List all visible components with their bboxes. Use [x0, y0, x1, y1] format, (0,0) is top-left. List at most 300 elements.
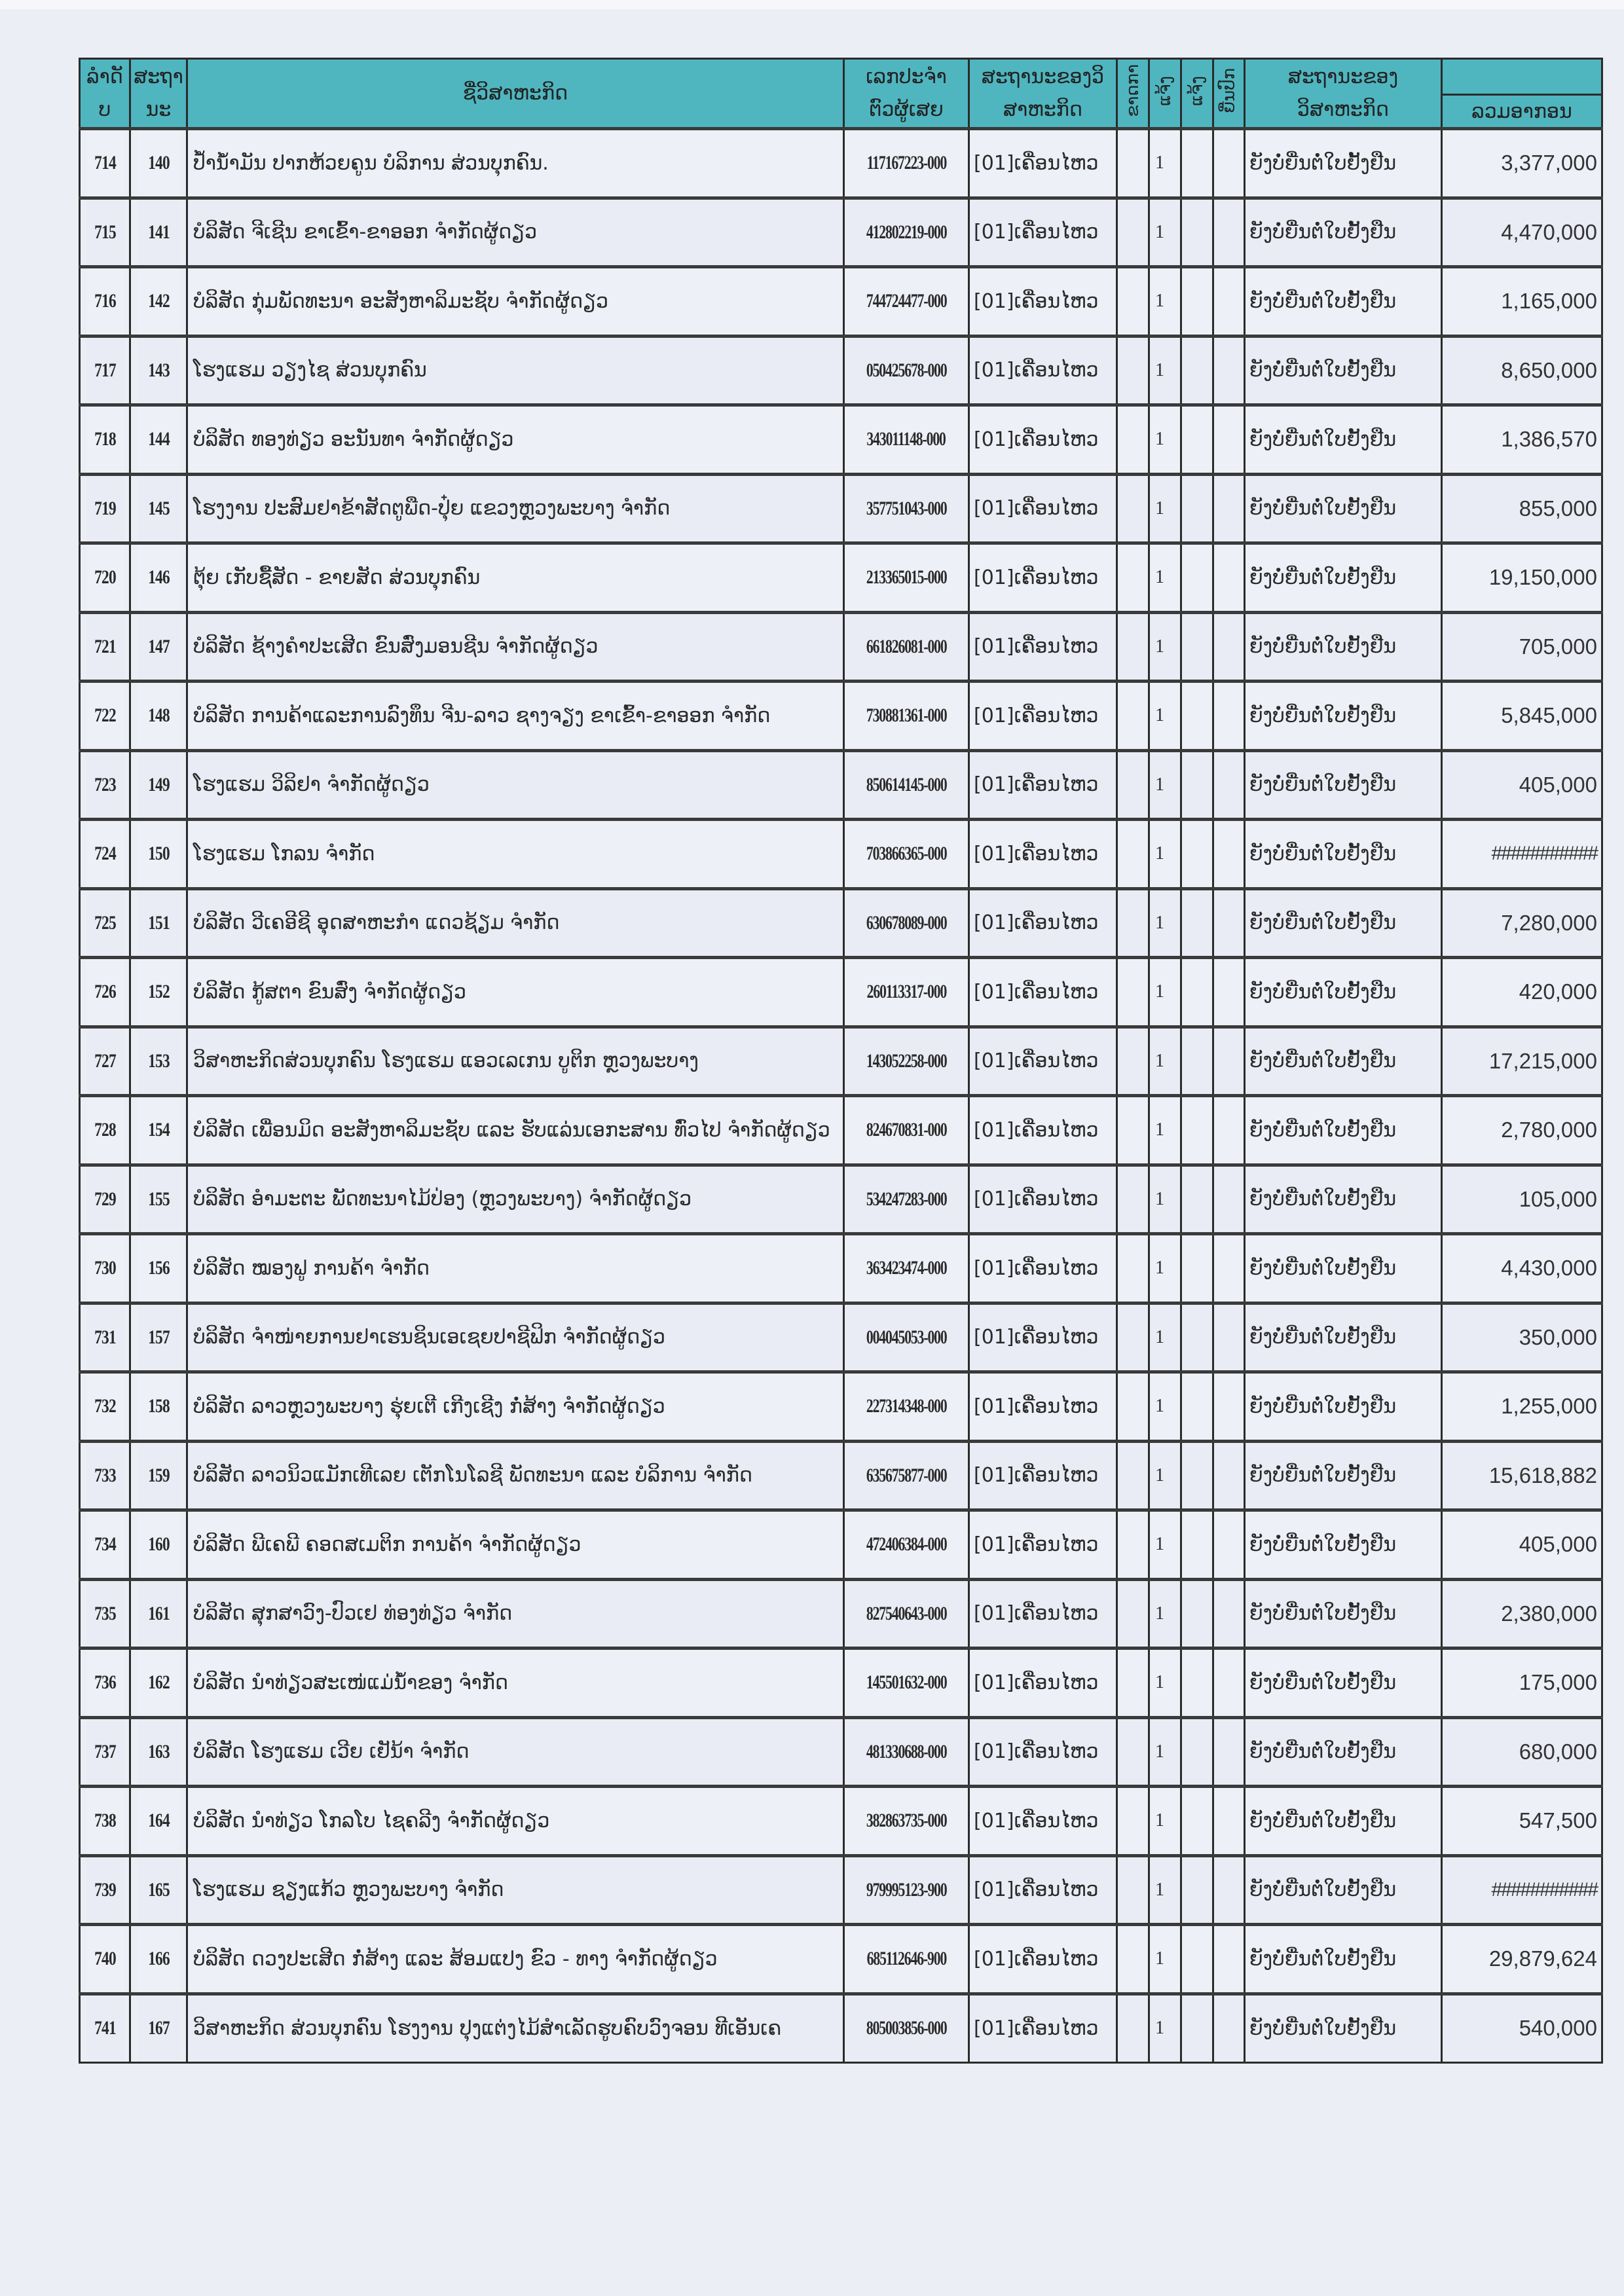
header-tin: [844, 59, 969, 129]
header-seq: [80, 59, 130, 129]
status-no-cell: [136, 1649, 181, 1718]
status-no-cell: [136, 1510, 181, 1580]
flag-v3-cell: [1181, 1994, 1213, 2063]
status-no-cell: [136, 1925, 181, 1994]
filing-status-cell: ຍັງບໍ່ຍື່ນຕໍ່ໃບຢັ້ງຢືນ: [1245, 1787, 1442, 1856]
total-income-cell: 420,000: [1442, 958, 1602, 1027]
status-no-cell-text: 145: [147, 497, 170, 519]
status-no-cell: [136, 1372, 181, 1442]
table-row: [80, 129, 1602, 198]
total-income-cell: 350,000: [1442, 1303, 1602, 1372]
status-no-cell-text: 159: [147, 1464, 170, 1486]
seq-cell: [85, 1925, 124, 1994]
total-income-cell: ###########: [1442, 1855, 1602, 1925]
status-no-cell-text: 144: [147, 428, 170, 450]
flag-v1-cell: [1117, 1234, 1149, 1303]
flag-v2-cell: 1: [1149, 267, 1181, 337]
flag-v3-cell: [1181, 1027, 1213, 1096]
tin-cell: [844, 1925, 969, 1994]
flag-v2-cell: 1: [1149, 1165, 1181, 1234]
table-row: [80, 1579, 1602, 1649]
flag-v3-cell: [1181, 1925, 1213, 1994]
seq-cell: [85, 1649, 124, 1718]
total-income-cell: 540,000: [1442, 1994, 1602, 2063]
status-no-cell: [136, 888, 181, 958]
business-type-cell: [01]ເຄື່ອນໄຫວ: [969, 1717, 1117, 1787]
table-row: [80, 198, 1602, 267]
tin-cell-text: 850614145-000: [866, 773, 947, 795]
flag-v1-cell: [1117, 1372, 1149, 1442]
status-no-cell-text: 167: [147, 2017, 170, 2039]
status-no-cell-text: 163: [147, 1740, 170, 1762]
flag-v3-cell: [1181, 336, 1213, 405]
status-no-cell-text: 149: [147, 773, 170, 795]
header-business-status-line2: ສາຫະກິດ: [1003, 98, 1082, 121]
business-name-cell: ບໍລິສັດ ອຳມະຕະ ພັດທະນາໄມ້ປ່ອງ (ຫຼວງພະບາງ) ຈຳກັດຜູ້ດຽວ: [187, 1165, 844, 1234]
business-type-cell: [01]ເຄື່ອນໄຫວ: [969, 888, 1117, 958]
flag-v4-cell: [1213, 267, 1245, 337]
total-income-cell: 105,000: [1442, 1165, 1602, 1234]
page-top-edge: [0, 0, 1624, 9]
header-col-v3: [1181, 59, 1213, 129]
filing-status-cell: ຍັງບໍ່ຍື່ນຕໍ່ໃບຢັ້ງຢືນ: [1245, 1855, 1442, 1925]
total-income-cell: 2,380,000: [1442, 1579, 1602, 1649]
seq-cell-text: 733: [94, 1464, 116, 1486]
tin-cell-text: 050425678-000: [866, 359, 947, 381]
seq-cell-text: 734: [94, 1533, 116, 1556]
business-name-cell: ບໍລິສັດ ຊ້າງຄຳປະເສີດ ຂົນສົ່ງມອນຊີນ ຈຳກັດຜູ້ດຽວ: [187, 612, 844, 682]
tin-cell: [844, 612, 969, 682]
flag-v3-cell: [1181, 1855, 1213, 1925]
tin-cell: [844, 1303, 969, 1372]
seq-cell: [85, 682, 124, 751]
header-col-v2-label: ແຈ້ງ: [1155, 75, 1175, 106]
business-name-cell: ບໍລິສັດ ນຳທ່ຽວສະເໜ່ແມ່ນ້ຳຂອງ ຈຳກັດ: [187, 1649, 844, 1718]
flag-v1-cell: [1117, 1717, 1149, 1787]
flag-v2-cell: 1: [1149, 405, 1181, 475]
header-total-income-top: [1442, 59, 1602, 95]
tin-cell: [844, 1027, 969, 1096]
status-no-cell: [136, 1579, 181, 1649]
flag-v4-cell: [1213, 336, 1245, 405]
filing-status-cell: ຍັງບໍ່ຍື່ນຕໍ່ໃບຢັ້ງຢືນ: [1245, 543, 1442, 613]
status-no-cell-text: 151: [147, 911, 170, 934]
tin-cell-text: 661826081-000: [866, 635, 947, 657]
flag-v3-cell: [1181, 1441, 1213, 1510]
flag-v1-cell: [1117, 198, 1149, 267]
flag-v3-cell: [1181, 1579, 1213, 1649]
flag-v1-cell: [1117, 750, 1149, 820]
tin-cell-text: 363423474-000: [866, 1257, 947, 1279]
table-row: [80, 1649, 1602, 1718]
header-seq-line1: ລຳດັ: [86, 65, 123, 88]
table-row: [80, 1925, 1602, 1994]
filing-status-cell: ຍັງບໍ່ຍື່ນຕໍ່ໃບຢັ້ງຢືນ: [1245, 888, 1442, 958]
filing-status-cell: ຍັງບໍ່ຍື່ນຕໍ່ໃບຢັ້ງຢືນ: [1245, 1372, 1442, 1442]
flag-v1-cell: [1117, 1855, 1149, 1925]
seq-cell: [85, 1441, 124, 1510]
business-type-cell: [01]ເຄື່ອນໄຫວ: [969, 1372, 1117, 1442]
filing-status-cell: ຍັງບໍ່ຍື່ນຕໍ່ໃບຢັ້ງຢືນ: [1245, 682, 1442, 751]
flag-v2-cell: 1: [1149, 1303, 1181, 1372]
seq-cell-text: 729: [94, 1188, 116, 1210]
header-col-v4-label: ຍື່ນປົກ: [1219, 68, 1239, 113]
table-row: [80, 1441, 1602, 1510]
filing-status-cell: ຍັງບໍ່ຍື່ນຕໍ່ໃບຢັ້ງຢືນ: [1245, 1510, 1442, 1580]
tin-cell: [844, 1717, 969, 1787]
flag-v3-cell: [1181, 820, 1213, 889]
filing-status-cell: ຍັງບໍ່ຍື່ນຕໍ່ໃບຢັ້ງຢືນ: [1245, 1441, 1442, 1510]
total-income-cell: 15,618,882: [1442, 1441, 1602, 1510]
business-name-cell: ວິສາຫະກິດ ສ່ວນບຸກຄົນ ໂຮງງານ ປຸງແຕ່ງໄມ້ສຳເລັດຮູບຄົບວົງຈອນ ທີເອັນເຄ: [187, 1994, 844, 2063]
tin-cell-text: 703866365-000: [866, 843, 947, 865]
seq-cell: [85, 820, 124, 889]
tin-cell: [844, 1372, 969, 1442]
header-tin-line1: ເລກປະຈຳ: [866, 65, 947, 88]
seq-cell: [85, 1787, 124, 1856]
filing-status-cell: ຍັງບໍ່ຍື່ນຕໍ່ໃບຢັ້ງຢືນ: [1245, 198, 1442, 267]
tin-cell: [844, 336, 969, 405]
seq-cell-text: 730: [94, 1257, 116, 1279]
filing-status-cell: ຍັງບໍ່ຍື່ນຕໍ່ໃບຢັ້ງຢືນ: [1245, 750, 1442, 820]
flag-v2-cell: 1: [1149, 682, 1181, 751]
status-no-cell: [136, 267, 181, 337]
tin-cell: [844, 1787, 969, 1856]
table-row: [80, 820, 1602, 889]
status-no-cell-text: 160: [147, 1533, 170, 1556]
status-no-cell: [136, 682, 181, 751]
flag-v4-cell: [1213, 198, 1245, 267]
table-row: [80, 543, 1602, 613]
status-no-cell: [136, 612, 181, 682]
status-no-cell-text: 143: [147, 359, 170, 381]
total-income-cell: 29,879,624: [1442, 1925, 1602, 1994]
status-no-cell: [136, 405, 181, 475]
flag-v3-cell: [1181, 1096, 1213, 1165]
business-name-cell: ໂຮງແຮມ ວຽງໄຊ ສ່ວນບຸກຄົນ: [187, 336, 844, 405]
status-no-cell-text: 147: [147, 635, 170, 657]
business-type-cell: [01]ເຄື່ອນໄຫວ: [969, 1579, 1117, 1649]
total-income-cell: ###########: [1442, 820, 1602, 889]
flag-v2-cell: 1: [1149, 888, 1181, 958]
taxpayer-register-table: [79, 58, 1603, 2064]
status-no-cell: [136, 1303, 181, 1372]
seq-cell: [85, 1510, 124, 1580]
tin-cell-text: 630678089-000: [866, 911, 947, 934]
seq-cell: [85, 612, 124, 682]
tin-cell: [844, 1994, 969, 2063]
table-row: [80, 1855, 1602, 1925]
tin-cell-text: 827540643-000: [866, 1602, 947, 1624]
status-no-cell-text: 152: [147, 981, 170, 1003]
business-name-cell: ບໍລິສັດ ນຳທ່ຽວ ໂກລໂບ ໄຊຄລີງ ຈຳກັດຜູ້ດຽວ: [187, 1787, 844, 1856]
seq-cell: [85, 474, 124, 543]
business-name-cell: ໂຮງແຮມ ຊຽງແກ້ວ ຫຼວງພະບາງ ຈຳກັດ: [187, 1855, 844, 1925]
table-body: [80, 129, 1602, 2063]
header-business-name: ຊື່ວິສາຫະກິດ: [187, 59, 844, 129]
business-name-cell: ບໍລິສັດ ສຸກສາວົງ-ປົວເຢ ທ່ອງທ່ຽວ ຈຳກັດ: [187, 1579, 844, 1649]
business-type-cell: [01]ເຄື່ອນໄຫວ: [969, 958, 1117, 1027]
flag-v2-cell: 1: [1149, 474, 1181, 543]
status-no-cell: [136, 1717, 181, 1787]
flag-v3-cell: [1181, 1372, 1213, 1442]
status-no-cell-text: 142: [147, 290, 170, 312]
flag-v4-cell: [1213, 1855, 1245, 1925]
flag-v1-cell: [1117, 405, 1149, 475]
tin-cell: [844, 405, 969, 475]
seq-cell-text: 716: [94, 290, 116, 312]
flag-v2-cell: 1: [1149, 129, 1181, 198]
seq-cell: [85, 888, 124, 958]
flag-v4-cell: [1213, 1717, 1245, 1787]
header-status-no-line2: ນະ: [145, 98, 172, 121]
business-type-cell: [01]ເຄື່ອນໄຫວ: [969, 1303, 1117, 1372]
tin-cell-text: 635675877-000: [866, 1464, 947, 1486]
flag-v3-cell: [1181, 958, 1213, 1027]
header-filing-status-line2: ວິສາຫະກິດ: [1297, 98, 1389, 121]
business-name-cell: ບໍລິສັດ ໝອງຟູ ການຄ້າ ຈຳກັດ: [187, 1234, 844, 1303]
status-no-cell-text: 161: [147, 1602, 170, 1624]
status-no-cell: [136, 1441, 181, 1510]
flag-v2-cell: 1: [1149, 612, 1181, 682]
flag-v2-cell: 1: [1149, 543, 1181, 613]
tin-cell: [844, 1165, 969, 1234]
filing-status-cell: ຍັງບໍ່ຍື່ນຕໍ່ໃບຢັ້ງຢືນ: [1245, 958, 1442, 1027]
flag-v4-cell: [1213, 474, 1245, 543]
flag-v3-cell: [1181, 1234, 1213, 1303]
business-name-cell: ປ້ຳນ້ຳມັນ ປາກຫ້ວຍຄູນ ບໍລິການ ສ່ວນບຸກຄົນ.: [187, 129, 844, 198]
status-no-cell: [136, 750, 181, 820]
status-no-cell-text: 158: [147, 1395, 170, 1417]
business-name-cell: ບໍລິສັດ ທອງທ່ຽວ ອະນັນທາ ຈຳກັດຜູ້ດຽວ: [187, 405, 844, 475]
flag-v3-cell: [1181, 1165, 1213, 1234]
header-col-v2: [1149, 59, 1181, 129]
business-type-cell: [01]ເຄື່ອນໄຫວ: [969, 750, 1117, 820]
tin-cell-text: 382863735-000: [866, 1810, 947, 1832]
tin-cell: [844, 267, 969, 337]
flag-v1-cell: [1117, 1649, 1149, 1718]
business-type-cell: [01]ເຄື່ອນໄຫວ: [969, 405, 1117, 475]
status-no-cell: [136, 1787, 181, 1856]
tin-cell: [844, 474, 969, 543]
tin-cell-text: 805003856-000: [866, 2017, 947, 2039]
flag-v1-cell: [1117, 267, 1149, 337]
seq-cell: [85, 267, 124, 337]
table-row: [80, 1510, 1602, 1580]
seq-cell: [85, 1579, 124, 1649]
filing-status-cell: ຍັງບໍ່ຍື່ນຕໍ່ໃບຢັ້ງຢືນ: [1245, 612, 1442, 682]
tin-cell-text: 472406384-000: [866, 1533, 947, 1556]
seq-cell: [85, 543, 124, 613]
total-income-cell: 7,280,000: [1442, 888, 1602, 958]
seq-cell-text: 728: [94, 1119, 116, 1141]
tin-cell-text: 143052258-000: [866, 1049, 947, 1072]
header-col-v1: [1117, 59, 1149, 129]
table-row: [80, 1303, 1602, 1372]
seq-cell-text: 726: [94, 981, 116, 1003]
total-income-cell: 705,000: [1442, 612, 1602, 682]
total-income-cell: 17,215,000: [1442, 1027, 1602, 1096]
flag-v4-cell: [1213, 682, 1245, 751]
filing-status-cell: ຍັງບໍ່ຍື່ນຕໍ່ໃບຢັ້ງຢືນ: [1245, 267, 1442, 337]
flag-v3-cell: [1181, 888, 1213, 958]
tin-cell-text: 004045053-000: [866, 1326, 947, 1348]
business-name-cell: ບໍລິສັດ ດວງປະເສີດ ກໍ່ສ້າງ ແລະ ສ້ອມແປງ ຂົວ - ທາງ ຈຳກັດຜູ້ດຽວ: [187, 1925, 844, 1994]
flag-v4-cell: [1213, 1303, 1245, 1372]
tin-cell: [844, 820, 969, 889]
total-income-cell: 4,470,000: [1442, 198, 1602, 267]
business-type-cell: [01]ເຄື່ອນໄຫວ: [969, 1787, 1117, 1856]
total-income-cell: 19,150,000: [1442, 543, 1602, 613]
seq-cell-text: 717: [94, 359, 116, 381]
flag-v4-cell: [1213, 1165, 1245, 1234]
business-name-cell: ບໍລິສັດ ເພື່ອນມິດ ອະສັງຫາລິມະຊັບ ແລະ ຮັບແລ່ນເອກະສານ ທົ່ວໄປ ຈຳກັດຜູ້ດຽວ: [187, 1096, 844, 1165]
seq-cell: [85, 1855, 124, 1925]
total-income-cell: 680,000: [1442, 1717, 1602, 1787]
status-no-cell-text: 162: [147, 1671, 170, 1694]
status-no-cell: [136, 543, 181, 613]
flag-v2-cell: 1: [1149, 1234, 1181, 1303]
flag-v1-cell: [1117, 129, 1149, 198]
flag-v1-cell: [1117, 1579, 1149, 1649]
table-row: [80, 612, 1602, 682]
status-no-cell-text: 140: [147, 152, 170, 174]
tin-cell-text: 412802219-000: [866, 221, 947, 243]
business-type-cell: [01]ເຄື່ອນໄຫວ: [969, 682, 1117, 751]
flag-v2-cell: 1: [1149, 958, 1181, 1027]
tin-cell: [844, 543, 969, 613]
total-income-cell: 8,650,000: [1442, 336, 1602, 405]
flag-v2-cell: 1: [1149, 198, 1181, 267]
table-row: [80, 1994, 1602, 2063]
flag-v3-cell: [1181, 1303, 1213, 1372]
business-name-cell: ໂຮງງານ ປະສົມຢາຂ້າສັດຕູພືດ-ປຸ໋ຍ ແຂວງຫຼວງພະບາງ ຈຳກັດ: [187, 474, 844, 543]
filing-status-cell: ຍັງບໍ່ຍື່ນຕໍ່ໃບຢັ້ງຢືນ: [1245, 1027, 1442, 1096]
seq-cell-text: 737: [94, 1740, 116, 1762]
total-income-cell: 405,000: [1442, 1510, 1602, 1580]
tin-cell: [844, 1649, 969, 1718]
business-type-cell: [01]ເຄື່ອນໄຫວ: [969, 543, 1117, 613]
seq-cell-text: 735: [94, 1602, 116, 1624]
seq-cell-text: 725: [94, 911, 116, 934]
table-row: [80, 1234, 1602, 1303]
header-business-status-line1: ສະຖານະຂອງວິ: [981, 65, 1105, 88]
flag-v2-cell: 1: [1149, 750, 1181, 820]
business-type-cell: [01]ເຄື່ອນໄຫວ: [969, 820, 1117, 889]
status-no-cell-text: 164: [147, 1810, 170, 1832]
flag-v4-cell: [1213, 543, 1245, 613]
seq-cell-text: 741: [94, 2017, 116, 2039]
header-col-v4: [1213, 59, 1245, 129]
business-type-cell: [01]ເຄື່ອນໄຫວ: [969, 1855, 1117, 1925]
seq-cell: [85, 1372, 124, 1442]
seq-cell: [85, 1717, 124, 1787]
status-no-cell: [136, 198, 181, 267]
seq-cell: [85, 1994, 124, 2063]
flag-v2-cell: 1: [1149, 1717, 1181, 1787]
seq-cell-text: 739: [94, 1878, 116, 1901]
seq-cell-text: 738: [94, 1810, 116, 1832]
table-row: [80, 405, 1602, 475]
status-no-cell-text: 157: [147, 1326, 170, 1348]
seq-cell: [85, 1234, 124, 1303]
status-no-cell: [136, 1855, 181, 1925]
status-no-cell: [136, 1027, 181, 1096]
seq-cell-text: 715: [94, 221, 116, 243]
seq-cell: [85, 1096, 124, 1165]
flag-v2-cell: 1: [1149, 1925, 1181, 1994]
seq-cell-text: 719: [94, 497, 116, 519]
flag-v2-cell: 1: [1149, 1649, 1181, 1718]
status-no-cell: [136, 474, 181, 543]
business-name-cell: ບໍລິສັດ ພີເຄພີ ຄອດສເມຕິກ ການຄ້າ ຈຳກັດຜູ້ດຽວ: [187, 1510, 844, 1580]
flag-v2-cell: 1: [1149, 1510, 1181, 1580]
flag-v3-cell: [1181, 129, 1213, 198]
flag-v2-cell: 1: [1149, 1027, 1181, 1096]
flag-v3-cell: [1181, 750, 1213, 820]
flag-v4-cell: [1213, 1096, 1245, 1165]
seq-cell: [85, 750, 124, 820]
business-type-cell: [01]ເຄື່ອນໄຫວ: [969, 1027, 1117, 1096]
business-type-cell: [01]ເຄື່ອນໄຫວ: [969, 1925, 1117, 1994]
filing-status-cell: ຍັງບໍ່ຍື່ນຕໍ່ໃບຢັ້ງຢືນ: [1245, 1925, 1442, 1994]
tin-cell-text: 117167223-000: [866, 152, 946, 174]
business-type-cell: [01]ເຄື່ອນໄຫວ: [969, 1165, 1117, 1234]
flag-v1-cell: [1117, 1441, 1149, 1510]
business-name-cell: ໂຮງແຮມ ໂກລນ ຈຳກັດ: [187, 820, 844, 889]
status-no-cell-text: 150: [147, 843, 170, 865]
flag-v4-cell: [1213, 1234, 1245, 1303]
tin-cell: [844, 129, 969, 198]
seq-cell: [85, 958, 124, 1027]
flag-v1-cell: [1117, 474, 1149, 543]
flag-v4-cell: [1213, 888, 1245, 958]
header-filing-status: [1245, 59, 1442, 129]
seq-cell: [85, 129, 124, 198]
flag-v4-cell: [1213, 1372, 1245, 1442]
flag-v4-cell: [1213, 1441, 1245, 1510]
filing-status-cell: ຍັງບໍ່ຍື່ນຕໍ່ໃບຢັ້ງຢືນ: [1245, 1994, 1442, 2063]
table-row: [80, 888, 1602, 958]
tin-cell-text: 145501632-000: [866, 1671, 947, 1694]
flag-v4-cell: [1213, 129, 1245, 198]
header-filing-status-line1: ສະຖານະຂອງ: [1287, 65, 1399, 88]
business-name-cell: ບໍລິສັດ ກູ້ສຕາ ຂົນສົ່ງ ຈຳກັດຜູ້ດຽວ: [187, 958, 844, 1027]
tin-cell: [844, 958, 969, 1027]
seq-cell-text: 720: [94, 566, 116, 589]
status-no-cell: [136, 820, 181, 889]
flag-v4-cell: [1213, 1510, 1245, 1580]
seq-cell: [85, 1027, 124, 1096]
flag-v1-cell: [1117, 888, 1149, 958]
table-row: [80, 1165, 1602, 1234]
flag-v3-cell: [1181, 474, 1213, 543]
filing-status-cell: ຍັງບໍ່ຍື່ນຕໍ່ໃບຢັ້ງຢືນ: [1245, 1096, 1442, 1165]
filing-status-cell: ຍັງບໍ່ຍື່ນຕໍ່ໃບຢັ້ງຢືນ: [1245, 474, 1442, 543]
tin-cell-text: 824670831-000: [866, 1119, 947, 1141]
flag-v3-cell: [1181, 1787, 1213, 1856]
total-income-cell: 855,000: [1442, 474, 1602, 543]
flag-v2-cell: 1: [1149, 1579, 1181, 1649]
business-type-cell: [01]ເຄື່ອນໄຫວ: [969, 198, 1117, 267]
flag-v2-cell: 1: [1149, 336, 1181, 405]
flag-v3-cell: [1181, 682, 1213, 751]
filing-status-cell: ຍັງບໍ່ຍື່ນຕໍ່ໃບຢັ້ງຢືນ: [1245, 1717, 1442, 1787]
flag-v3-cell: [1181, 612, 1213, 682]
header-total-income: ລວມອາກອນ: [1442, 95, 1602, 129]
flag-v1-cell: [1117, 1165, 1149, 1234]
business-type-cell: [01]ເຄື່ອນໄຫວ: [969, 1649, 1117, 1718]
